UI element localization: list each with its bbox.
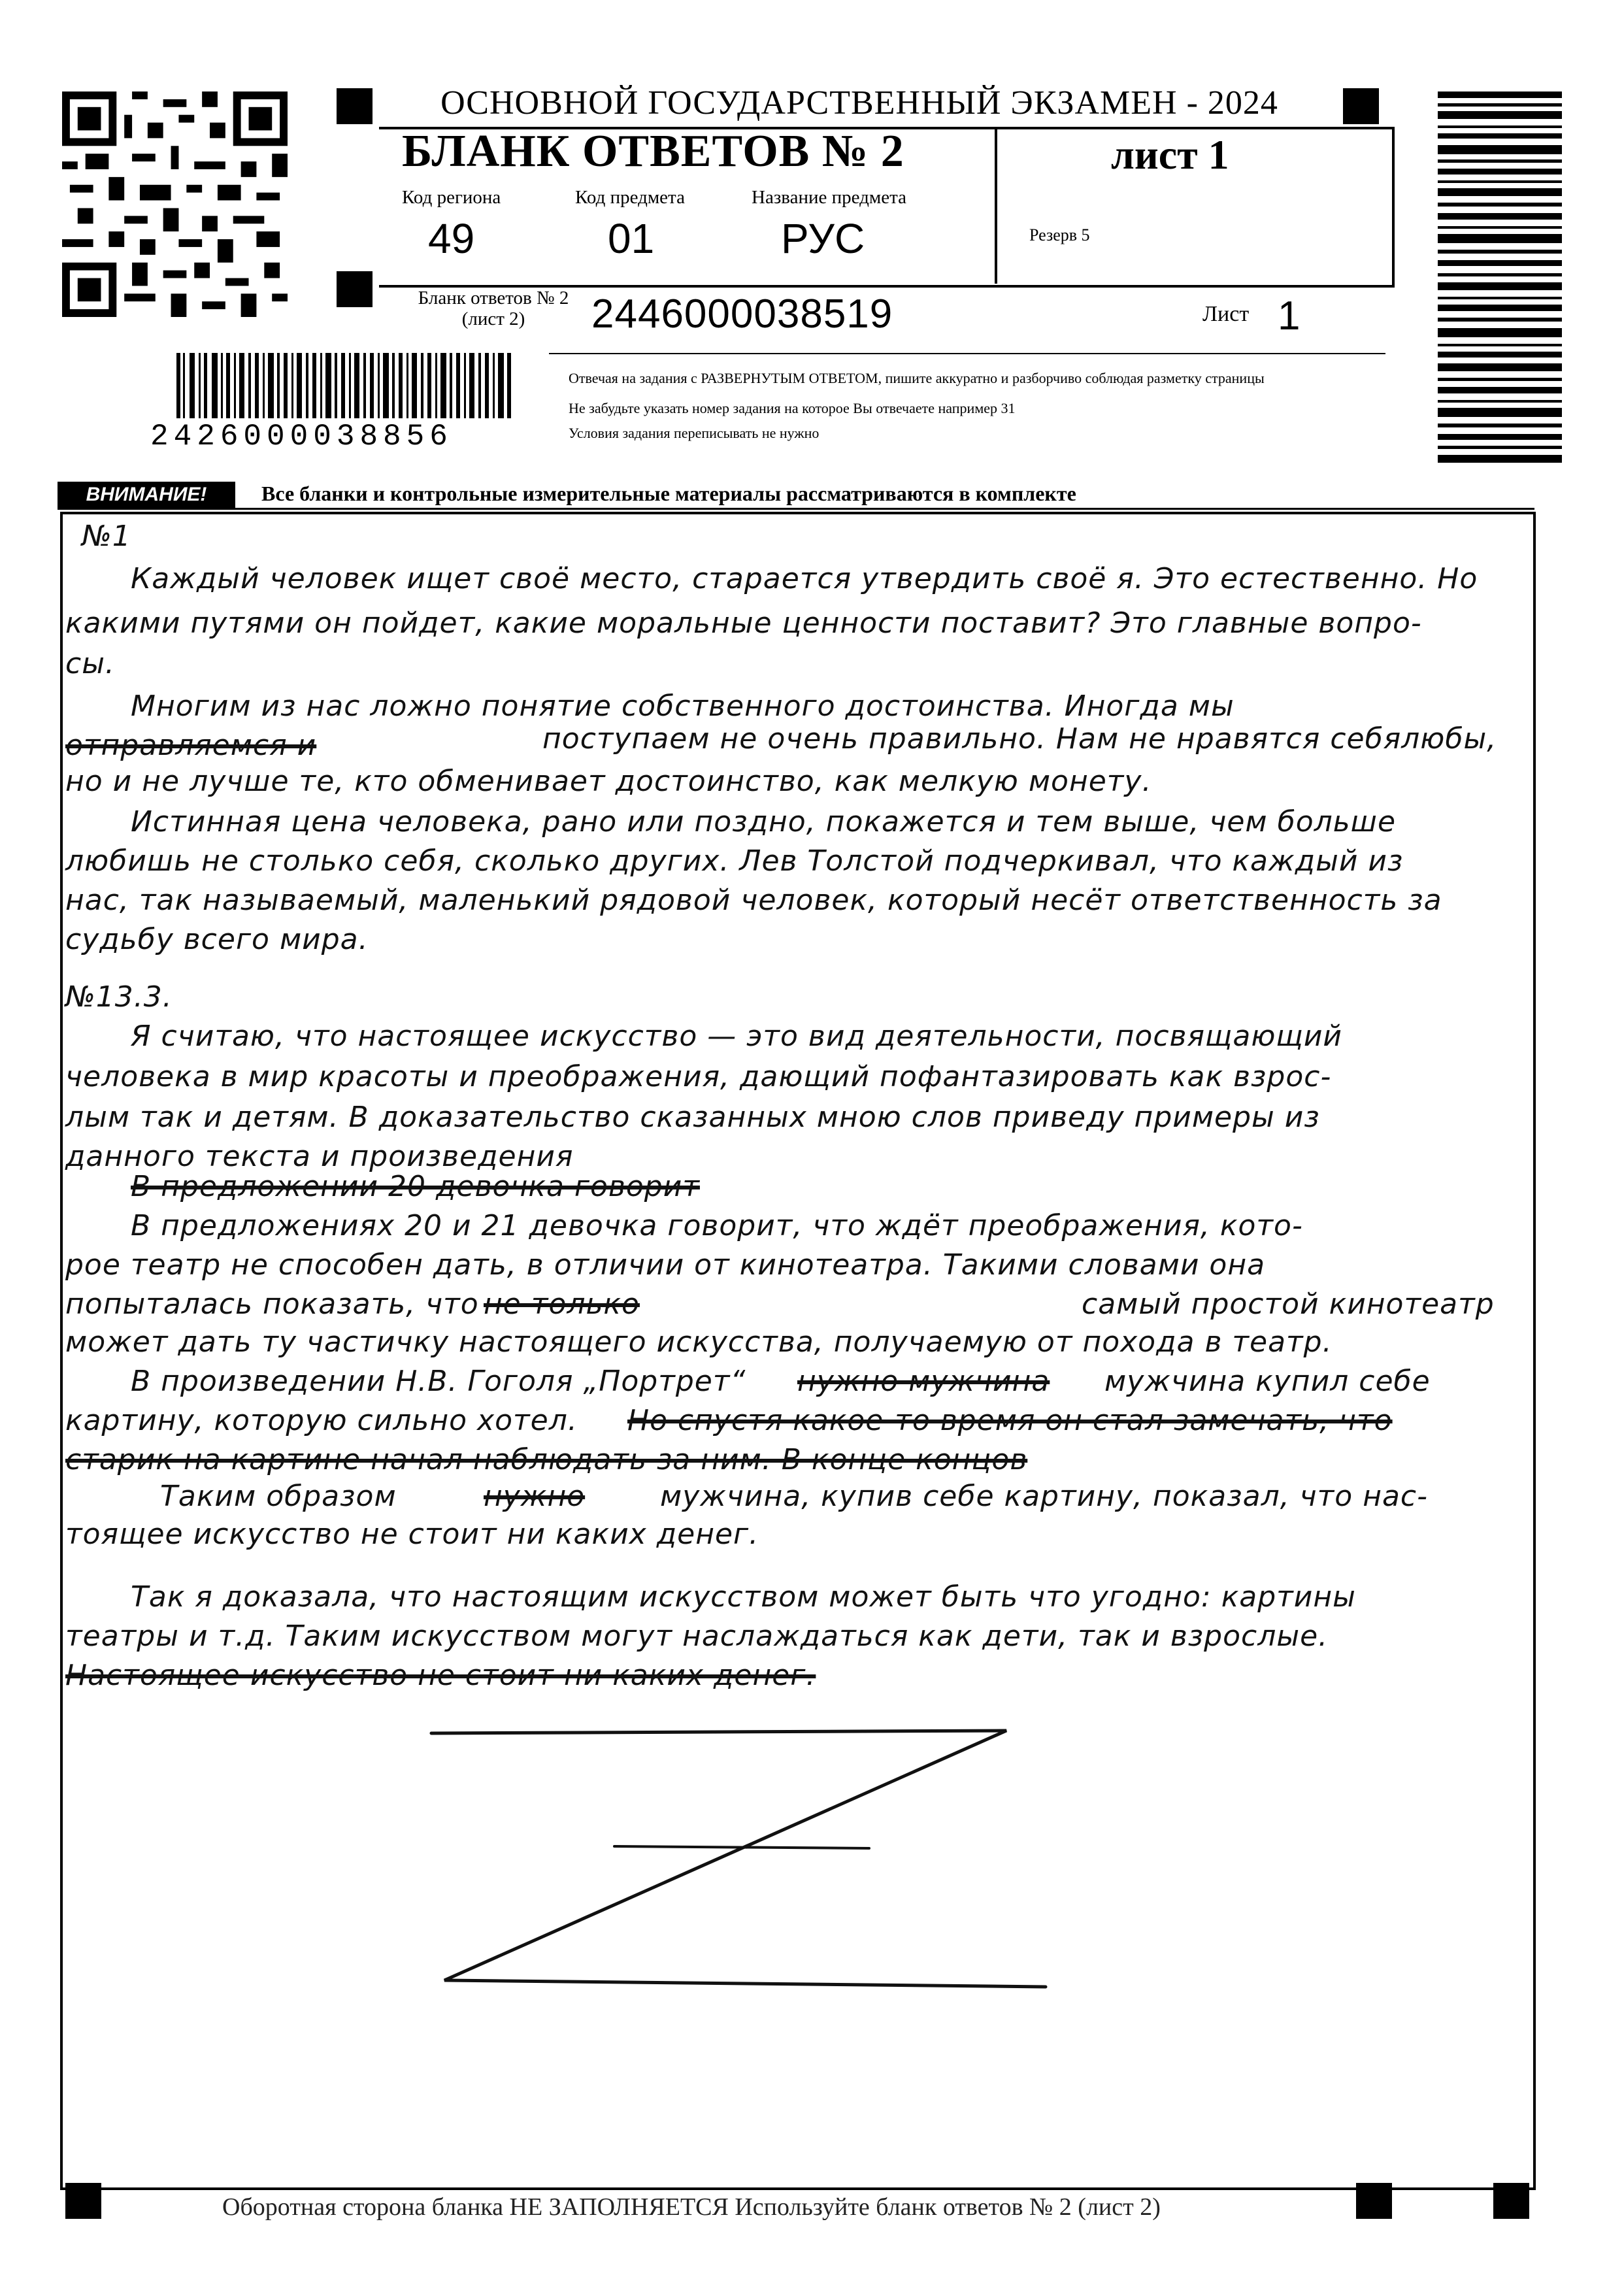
crossed-out-text: В предложении 20 девочка говорит <box>131 1170 700 1203</box>
list-label: Лист <box>1202 302 1250 326</box>
blank2-number: 2446000038519 <box>591 291 893 337</box>
subject-code-value: 01 <box>608 215 655 262</box>
handwritten-line: мужчина, купив себе картину, показал, что нас- <box>660 1480 1429 1513</box>
handwritten-line: В предложениях 20 и 21 девочка говорит, что ждёт преображения, кото- <box>131 1209 1303 1242</box>
instruction-rule <box>549 353 1385 354</box>
crossed-out-text: нужно мужчина <box>797 1365 1050 1398</box>
attention-badge: ВНИМАНИЕ! <box>58 482 235 508</box>
horizontal-barcode <box>176 353 513 418</box>
z-strike-mark <box>418 1725 1072 2013</box>
blank-title: БЛАНК ОТВЕТОВ № 2 <box>402 126 904 176</box>
exam-title: ОСНОВНОЙ ГОСУДАРСТВЕННЫЙ ЭКЗАМЕН - 2024 <box>440 84 1278 122</box>
handwritten-line: нас, так называемый, маленький рядовой человек, который несёт ответственность за <box>65 884 1442 917</box>
subject-name-label: Название предмета <box>752 187 906 208</box>
region-label: Код региона <box>402 187 501 208</box>
attention-text: Все бланки и контрольные измерительные материалы рассматриваются в комплекте <box>261 482 1076 505</box>
handwritten-line: лым так и детям. В доказательство сказанных мною слов приведу примеры из <box>65 1101 1320 1134</box>
vertical-barcode <box>1438 91 1562 464</box>
handwritten-line: данного текста и произведения <box>65 1140 574 1173</box>
handwritten-line: театры и т.д. Таким искусством могут наслаждаться как дети, так и взрослые. <box>65 1620 1329 1653</box>
qr-code <box>62 91 288 317</box>
crossed-out-text: не только <box>484 1288 640 1321</box>
handwritten-line: Каждый человек ищет своё место, старается утвердить своё я. Это естественно. Но <box>131 562 1478 595</box>
task-number: №13.3. <box>65 980 173 1014</box>
list-value: 1 <box>1278 293 1301 339</box>
subject-code-label: Код предмета <box>575 187 685 208</box>
handwritten-line: Так я доказала, что настоящим искусством может быть что угодно: картины <box>131 1580 1356 1614</box>
handwritten-line: любишь не столько себя, сколько других. Лев Толстой подчеркивал, что каждый из <box>65 844 1404 878</box>
attention-rule <box>58 508 1534 510</box>
crossed-out-text: Но спустя какое-то время он стал замечать, что <box>627 1404 1393 1437</box>
crossed-out-text: Настоящее искусство не стоит ни каких денег. <box>65 1659 816 1692</box>
handwritten-line: картину, которую сильно хотел. <box>65 1404 578 1437</box>
instruction-line: Не забудьте указать номер задания на которое Вы отвечаете например 31 <box>569 400 1016 416</box>
footer-note: Оборотная сторона бланка НЕ ЗАПОЛНЯЕТСЯ Используйте бланк ответов № 2 (лист 2) <box>222 2193 1161 2221</box>
handwritten-line: может дать ту частичку настоящего искусства, получаемую от похода в театр. <box>65 1325 1333 1359</box>
handwritten-line: Я считаю, что настоящее искусство — это вид деятельности, посвящающий <box>131 1020 1343 1053</box>
handwritten-line: Истинная цена человека, рано или поздно, покажется и тем выше, чем больше <box>131 805 1397 839</box>
handwritten-line: В произведении Н.В. Гоголя „Портрет“ <box>131 1365 746 1398</box>
blank2-label: Бланк ответов № 2 (лист 2) <box>418 288 569 329</box>
handwritten-line: поступаем не очень правильно. Нам не нравятся себялюбы, <box>542 722 1497 756</box>
subject-name-value: РУС <box>781 215 865 262</box>
handwritten-line: сы. <box>65 647 115 680</box>
handwritten-line: попыталась показать, что <box>65 1288 479 1321</box>
handwritten-line: но и не лучше те, кто обменивает достоинство, как мелкую монету. <box>65 765 1152 798</box>
task-number: №1 <box>82 520 131 553</box>
handwritten-line: Таким образом <box>160 1480 397 1513</box>
handwritten-line: рое театр не способен дать, в отличии от кинотеатра. Такими словами она <box>65 1248 1266 1282</box>
instruction-line: Условия задания переписывать не нужно <box>569 425 820 441</box>
handwritten-line: судьбу всего мира. <box>65 923 369 956</box>
header-divider <box>995 127 997 284</box>
anchor-mark-top-left <box>337 88 373 124</box>
reserve-field: Резерв 5 <box>1029 225 1090 244</box>
barcode-number: 2426000038856 <box>150 420 453 454</box>
handwritten-line: Многим из нас ложно понятие собственного достоинства. Иногда мы <box>131 690 1235 723</box>
handwritten-line: какими путями он пойдет, какие моральные ценности поставит? Это главные вопро- <box>65 607 1422 640</box>
region-value: 49 <box>428 215 475 262</box>
crossed-out-text: старик на картине начал наблюдать за ним. В конце концов <box>65 1443 1028 1476</box>
handwritten-line: человека в мир красоты и преображения, дающий пофантазировать как взрос- <box>65 1060 1332 1093</box>
anchor-mark-mid-left <box>337 271 373 307</box>
anchor-mark-top-right <box>1343 88 1379 124</box>
crossed-out-text: нужно <box>484 1480 586 1513</box>
handwritten-line: самый простой кинотеатр <box>1082 1288 1495 1321</box>
handwritten-line: мужчина купил себе <box>1104 1365 1431 1398</box>
crossed-out-text: отправляемся и <box>65 729 317 762</box>
sheet-title: лист 1 <box>1111 131 1229 178</box>
instruction-line: Отвечая на задания с РАЗВЕРНУТЫМ ОТВЕТОМ, пишите аккуратно и разборчиво соблюдая разметку страницы <box>569 370 1265 386</box>
handwritten-line: тоящее искусство не стоит ни каких денег. <box>65 1518 759 1551</box>
